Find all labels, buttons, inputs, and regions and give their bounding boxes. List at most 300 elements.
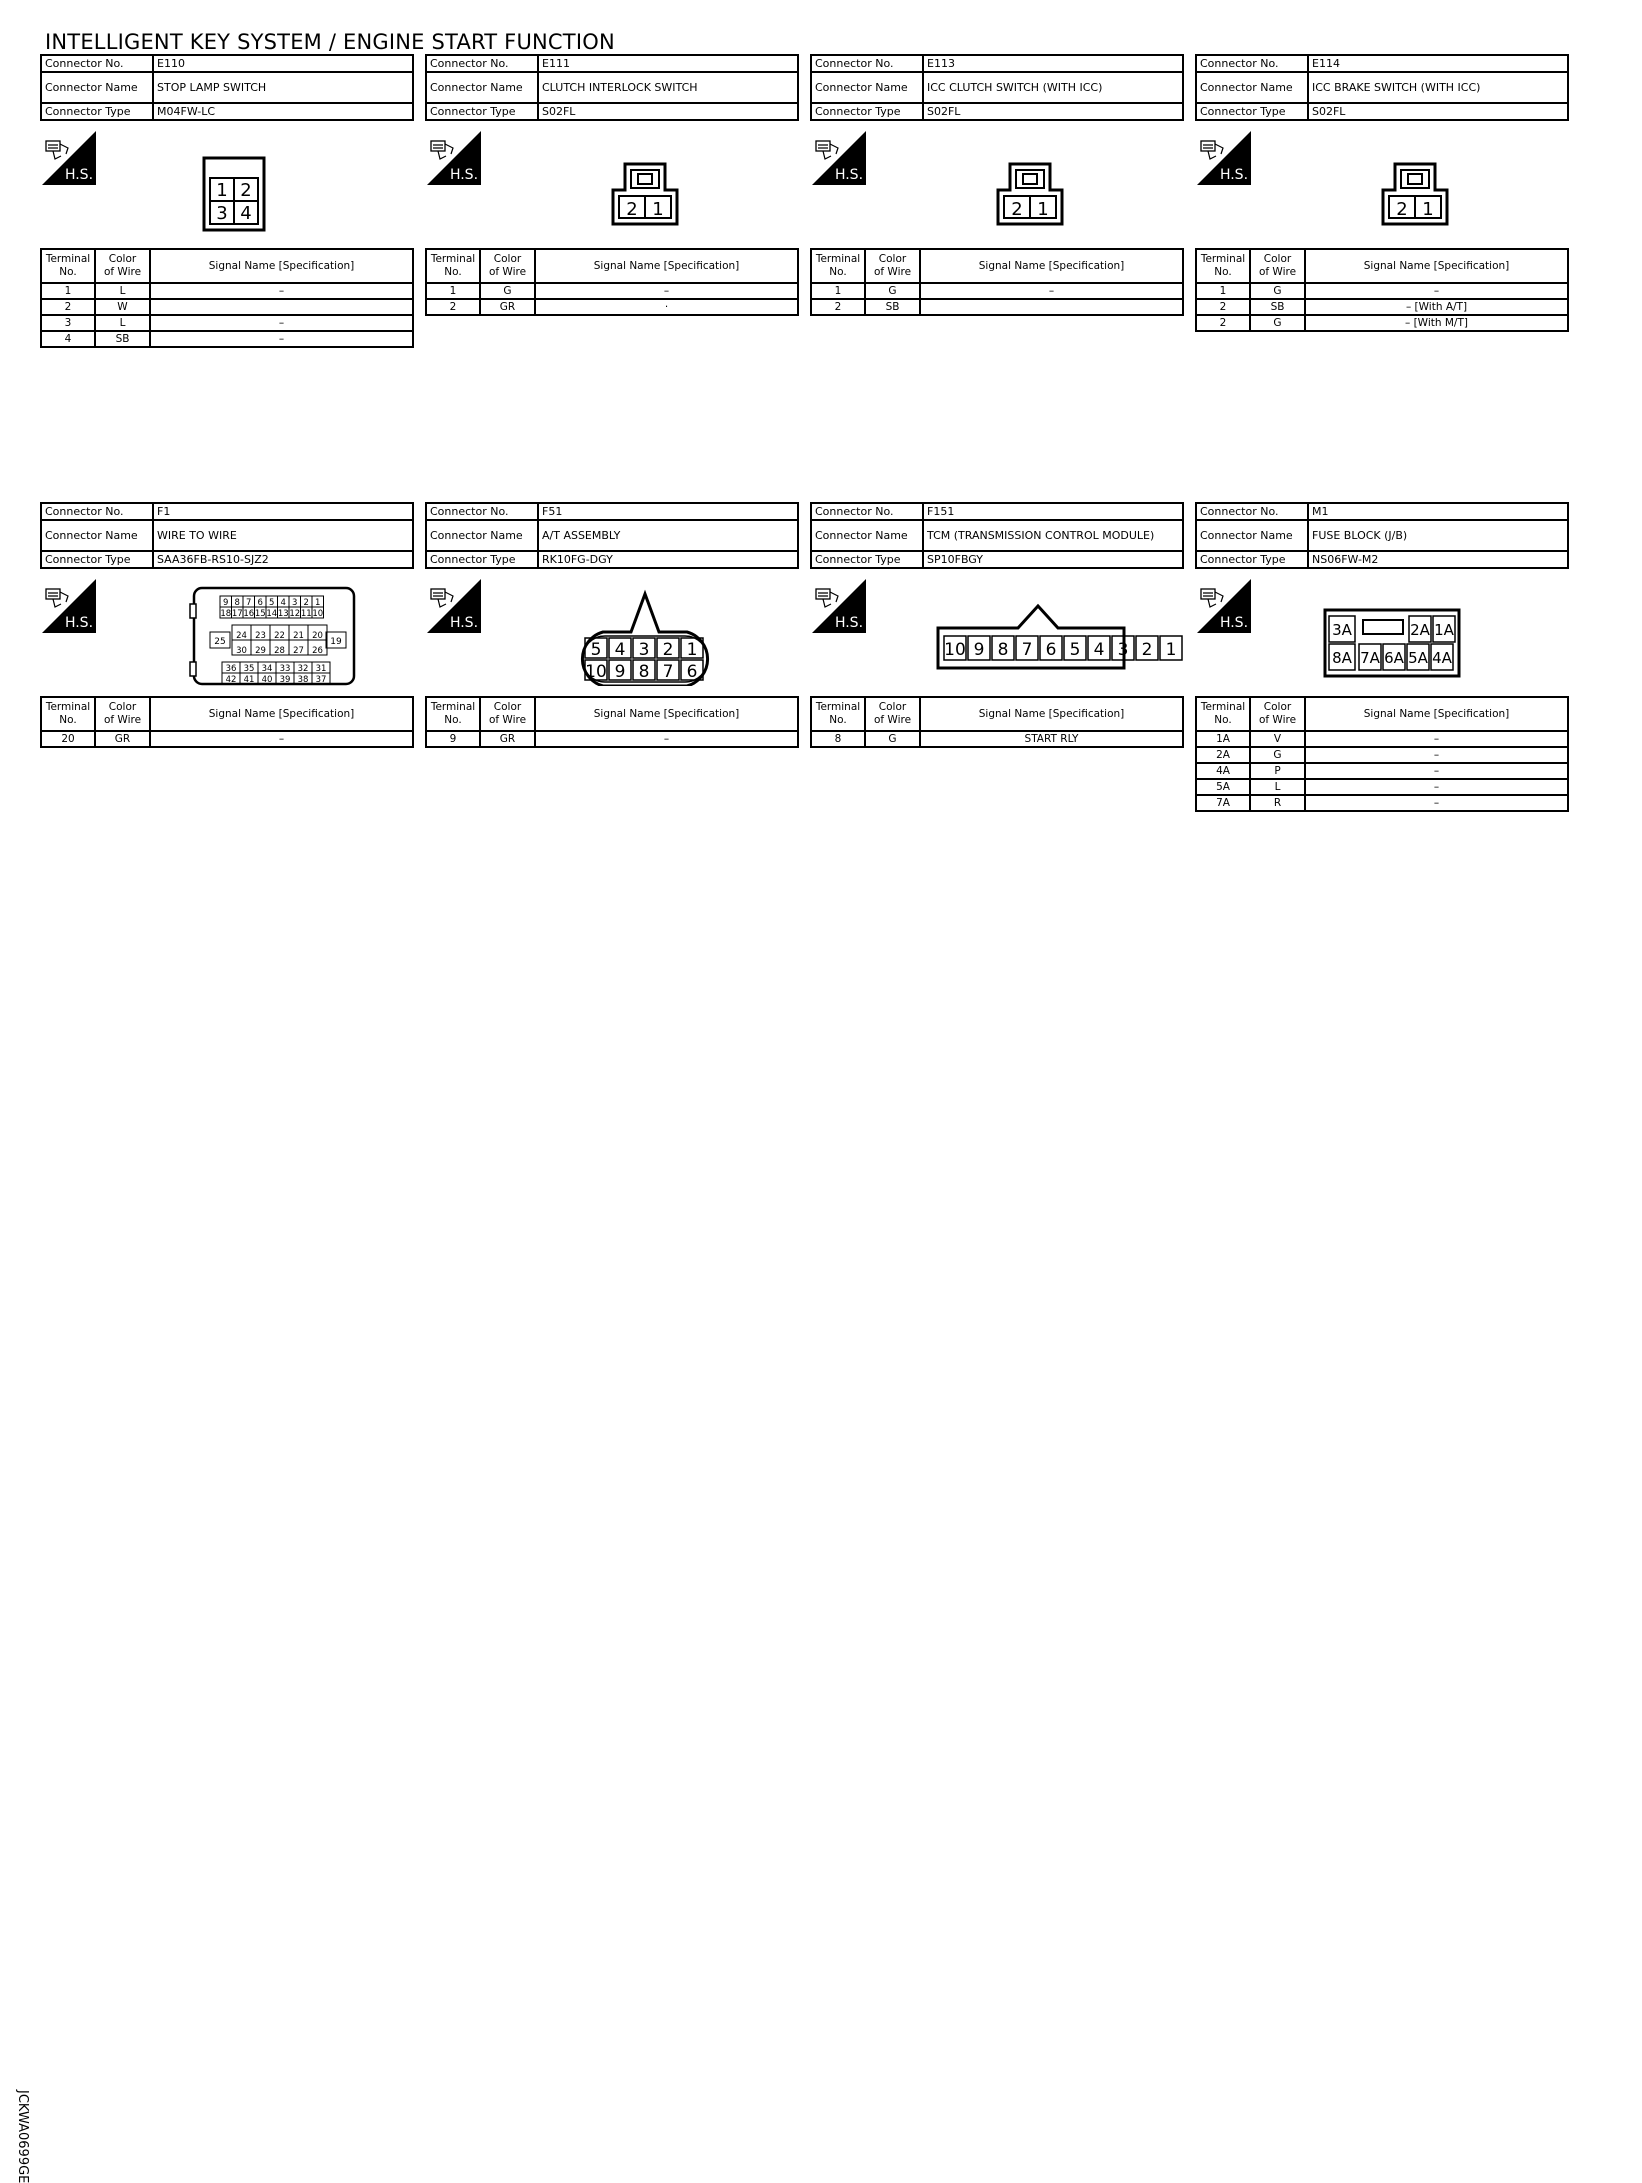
- table-row: [41, 331, 413, 347]
- connector-name-label: Connector Name: [41, 72, 153, 103]
- wire-color: SB: [1250, 299, 1305, 315]
- connector-panel-m1: [1195, 502, 1569, 809]
- connector-type-label: Connector Type: [426, 551, 538, 568]
- connector-name-value: WIRE TO WIRE: [153, 520, 413, 551]
- connector-no-label: Connector No.: [811, 503, 923, 520]
- table-row: [1196, 763, 1568, 779]
- pin-label: 1: [652, 199, 664, 220]
- pin-label: 5: [269, 598, 275, 608]
- pin-label: 4: [240, 203, 252, 224]
- table-row: [41, 315, 413, 331]
- connector-type-label: Connector Type: [811, 103, 923, 120]
- wire-color: G: [865, 283, 920, 299]
- terminal-no: 2A: [1196, 747, 1250, 763]
- pin-label: 4A: [1432, 649, 1452, 667]
- terminal-header-line1: Terminal: [430, 701, 476, 713]
- pin-label: 6: [257, 598, 263, 608]
- pin-label: 17: [231, 609, 243, 619]
- signal-header: Signal Name [Specification]: [1305, 249, 1568, 283]
- connector-name-label: Connector Name: [811, 520, 923, 551]
- table-row: [426, 299, 798, 315]
- connector-face-diagram: [100, 128, 414, 238]
- terminal-header-line1: Terminal: [1200, 701, 1246, 713]
- connector-type-value: S02FL: [1308, 103, 1568, 120]
- connector-name-label: Connector Name: [811, 72, 923, 103]
- signal-name: –: [150, 315, 413, 331]
- pin-label: 34: [261, 664, 273, 674]
- pin-label: 8: [997, 640, 1009, 660]
- terminal-no: 5A: [1196, 779, 1250, 795]
- terminal-no: 2: [1196, 315, 1250, 331]
- terminal-header: [426, 697, 480, 731]
- signal-header: Signal Name [Specification]: [1305, 697, 1568, 731]
- signal-name: –: [535, 731, 798, 747]
- table-row: [1196, 299, 1568, 315]
- hs-harness-side-icon: [812, 131, 866, 185]
- connector-no-label: Connector No.: [426, 503, 538, 520]
- signal-name: –: [535, 283, 798, 299]
- pin-label: 2: [1011, 199, 1023, 220]
- terminal-header-line1: Terminal: [45, 701, 91, 713]
- pin-label: 8: [234, 598, 240, 608]
- table-row: [41, 299, 413, 315]
- connector-header: [810, 54, 1184, 121]
- signal-name: –: [1305, 763, 1568, 779]
- color-header: [1250, 249, 1305, 283]
- pin-label: 19: [330, 637, 342, 647]
- connector-panel-e111: [425, 54, 799, 313]
- connector-panel-e114: [1195, 54, 1569, 329]
- color-header: [95, 249, 150, 283]
- terminal-header-line2: No.: [444, 714, 462, 726]
- terminal-no: 2: [1196, 299, 1250, 315]
- pin-label: 10: [312, 609, 324, 619]
- signal-name: ·: [535, 299, 798, 315]
- pin-label: 6A: [1384, 649, 1404, 667]
- connector-no-label: Connector No.: [1196, 55, 1308, 72]
- color-header: [95, 697, 150, 731]
- connector-no-value: F151: [923, 503, 1183, 520]
- pin-label: 2: [626, 199, 638, 220]
- terminal-header-line2: No.: [829, 266, 847, 278]
- terminal-no: 4: [41, 331, 95, 347]
- terminal-table: [40, 696, 414, 748]
- connector-name-value: TCM (TRANSMISSION CONTROL MODULE): [923, 520, 1183, 551]
- pin-label: 32: [297, 664, 309, 674]
- connector-face-diagram: [870, 128, 1184, 238]
- color-header: [480, 697, 535, 731]
- table-row: [41, 731, 413, 747]
- terminal-header-line2: No.: [59, 714, 77, 726]
- color-header-line1: Color: [493, 253, 522, 265]
- connector-name-label: Connector Name: [1196, 520, 1308, 551]
- pin-label: 29: [255, 646, 266, 656]
- terminal-header-line1: Terminal: [815, 253, 861, 265]
- terminal-table: [810, 696, 1184, 748]
- connector-type-value: S02FL: [923, 103, 1183, 120]
- terminal-no: 7A: [1196, 795, 1250, 811]
- terminal-header: [41, 249, 95, 283]
- connector-panel-f1: [40, 502, 414, 745]
- terminal-header-line2: No.: [444, 266, 462, 278]
- color-header-line2: of Wire: [103, 266, 142, 278]
- wire-color: G: [1250, 315, 1305, 331]
- pin-label: 2: [662, 640, 674, 660]
- connector-no-value: E110: [153, 55, 413, 72]
- terminal-table: [1195, 696, 1569, 812]
- wire-color: V: [1250, 731, 1305, 747]
- signal-header: Signal Name [Specification]: [920, 249, 1183, 283]
- pin-label: 6: [686, 662, 698, 682]
- terminal-table: [810, 248, 1184, 316]
- connector-no-value: M1: [1308, 503, 1568, 520]
- connector-no-label: Connector No.: [811, 55, 923, 72]
- connector-panel-f51: [425, 502, 799, 745]
- signal-name: – [With A/T]: [1305, 299, 1568, 315]
- pin-label: 7: [1021, 640, 1033, 660]
- connector-type-label: Connector Type: [426, 103, 538, 120]
- pin-label: 1: [216, 180, 228, 201]
- table-row: [811, 299, 1183, 315]
- table-row: [1196, 779, 1568, 795]
- connector-name-label: Connector Name: [41, 520, 153, 551]
- wire-color: GR: [480, 299, 535, 315]
- pin-label: 37: [315, 675, 327, 685]
- hs-label: H.S.: [1219, 167, 1249, 183]
- connector-no-value: F51: [538, 503, 798, 520]
- hs-label: H.S.: [449, 615, 479, 631]
- connector-header: [425, 502, 799, 569]
- connector-header: [810, 502, 1184, 569]
- connector-type-label: Connector Type: [1196, 551, 1308, 568]
- pin-label: 35: [243, 664, 255, 674]
- terminal-no: 1: [426, 283, 480, 299]
- connector-name-value: FUSE BLOCK (J/B): [1308, 520, 1568, 551]
- terminal-no: 8: [811, 731, 865, 747]
- color-header-line2: of Wire: [488, 714, 527, 726]
- connector-header: [1195, 54, 1569, 121]
- hs-label: H.S.: [64, 615, 94, 631]
- pin-label: 5: [1069, 640, 1081, 660]
- pin-label: 28: [274, 646, 285, 656]
- hs-harness-side-icon: [1197, 579, 1251, 633]
- color-header: [480, 249, 535, 283]
- pin-label: 10: [585, 662, 607, 682]
- color-header-line1: Color: [108, 701, 137, 713]
- connector-face-diagram: [870, 576, 1184, 686]
- pin-label: 31: [315, 664, 327, 674]
- terminal-header-line1: Terminal: [45, 253, 91, 265]
- pin-label: 39: [279, 675, 291, 685]
- signal-name: –: [1305, 731, 1568, 747]
- pin-label: 26: [312, 646, 323, 656]
- pin-label: 15: [254, 609, 266, 619]
- terminal-table: [425, 248, 799, 316]
- wire-color: R: [1250, 795, 1305, 811]
- hs-label: H.S.: [449, 167, 479, 183]
- connector-type-label: Connector Type: [811, 551, 923, 568]
- pin-label: 21: [293, 631, 304, 641]
- pin-label: 3: [292, 598, 298, 608]
- connector-no-label: Connector No.: [1196, 503, 1308, 520]
- terminal-no: 9: [426, 731, 480, 747]
- connector-face-diagram: [1255, 576, 1569, 686]
- pin-label: 20: [312, 631, 323, 641]
- color-header-line2: of Wire: [873, 714, 912, 726]
- hs-label: H.S.: [64, 167, 94, 183]
- figure-code: JCKWA0699GE: [15, 2090, 30, 2183]
- terminal-header-line2: No.: [59, 266, 77, 278]
- wire-color: L: [1250, 779, 1305, 795]
- connector-name-value: ICC BRAKE SWITCH (WITH ICC): [1308, 72, 1568, 103]
- pin-label: 9: [973, 640, 985, 660]
- hs-label: H.S.: [834, 615, 864, 631]
- pin-label: 40: [261, 675, 273, 685]
- signal-name: –: [150, 731, 413, 747]
- signal-name: –: [1305, 747, 1568, 763]
- connector-face-diagram: [485, 128, 799, 238]
- color-header: [865, 249, 920, 283]
- terminal-header: [1196, 249, 1250, 283]
- connector-header: [40, 502, 414, 569]
- pin-label: 1: [1165, 640, 1177, 660]
- signal-header: Signal Name [Specification]: [150, 697, 413, 731]
- pin-label: 25: [214, 637, 226, 647]
- wire-color: G: [480, 283, 535, 299]
- pin-label: 22: [274, 631, 285, 641]
- pin-label: 27: [293, 646, 304, 656]
- pin-label: 41: [243, 675, 255, 685]
- connector-type-label: Connector Type: [1196, 103, 1308, 120]
- pin-label: 3: [216, 203, 228, 224]
- signal-header: Signal Name [Specification]: [150, 249, 413, 283]
- color-header-line2: of Wire: [1258, 266, 1297, 278]
- table-row: [426, 283, 798, 299]
- terminal-no: 2: [426, 299, 480, 315]
- terminal-no: 1: [41, 283, 95, 299]
- pin-label: 30: [236, 646, 247, 656]
- pin-label: 7A: [1360, 649, 1380, 667]
- connector-face-diagram: [485, 576, 799, 686]
- pin-label: 4: [280, 598, 286, 608]
- signal-name: –: [1305, 283, 1568, 299]
- hs-label: H.S.: [1219, 615, 1249, 631]
- signal-name: START RLY: [920, 731, 1183, 747]
- terminal-header-line2: No.: [829, 714, 847, 726]
- color-header-line1: Color: [878, 701, 907, 713]
- connector-type-value: NS06FW-M2: [1308, 551, 1568, 568]
- page-title: INTELLIGENT KEY SYSTEM / ENGINE START FUNCTION: [45, 30, 615, 54]
- terminal-header-line2: No.: [1214, 266, 1232, 278]
- wire-color: GR: [480, 731, 535, 747]
- pin-label: 23: [255, 631, 266, 641]
- signal-name: –: [150, 331, 413, 347]
- terminal-no: 1: [1196, 283, 1250, 299]
- color-header-line1: Color: [493, 701, 522, 713]
- pin-label: 7: [246, 598, 252, 608]
- pin-label: 38: [297, 675, 309, 685]
- terminal-no: 2: [41, 299, 95, 315]
- color-header: [865, 697, 920, 731]
- connector-header: [1195, 502, 1569, 569]
- pin-label: 9: [223, 598, 229, 608]
- connector-header: [425, 54, 799, 121]
- pin-label: 1A: [1434, 621, 1454, 639]
- connector-no-value: E114: [1308, 55, 1568, 72]
- connector-type-value: SAA36FB-RS10-SJZ2: [153, 551, 413, 568]
- terminal-no: 20: [41, 731, 95, 747]
- color-header: [1250, 697, 1305, 731]
- connector-type-label: Connector Type: [41, 103, 153, 120]
- pin-label: 2: [1141, 640, 1153, 660]
- connector-name-label: Connector Name: [426, 520, 538, 551]
- terminal-table: [425, 696, 799, 748]
- connector-panel-e113: [810, 54, 1184, 313]
- color-header-line2: of Wire: [873, 266, 912, 278]
- connector-no-value: F1: [153, 503, 413, 520]
- connector-name-value: A/T ASSEMBLY: [538, 520, 798, 551]
- pin-label: 3: [1117, 640, 1129, 660]
- hs-harness-side-icon: [42, 579, 96, 633]
- color-header-line1: Color: [1263, 701, 1292, 713]
- wire-color: GR: [95, 731, 150, 747]
- terminal-header: [426, 249, 480, 283]
- table-row: [811, 283, 1183, 299]
- pin-label: 12: [289, 609, 301, 619]
- pin-label: 2: [303, 598, 309, 608]
- connector-no-value: E111: [538, 55, 798, 72]
- signal-header: Signal Name [Specification]: [535, 697, 798, 731]
- signal-name: –: [1305, 795, 1568, 811]
- pin-label: 6: [1045, 640, 1057, 660]
- connector-type-value: M04FW-LC: [153, 103, 413, 120]
- connector-no-label: Connector No.: [426, 55, 538, 72]
- table-row: [811, 731, 1183, 747]
- pin-label: 4: [1093, 640, 1105, 660]
- connector-name-label: Connector Name: [1196, 72, 1308, 103]
- signal-name: – [With M/T]: [1305, 315, 1568, 331]
- color-header-line2: of Wire: [488, 266, 527, 278]
- table-row: [1196, 795, 1568, 811]
- signal-name: –: [150, 283, 413, 299]
- pin-label: 9: [614, 662, 626, 682]
- pin-label: 5: [590, 640, 602, 660]
- pin-label: 24: [236, 631, 247, 641]
- color-header-line1: Color: [878, 253, 907, 265]
- pin-label: 8: [638, 662, 650, 682]
- pin-label: 5A: [1408, 649, 1428, 667]
- connector-face-diagram: [1255, 128, 1569, 238]
- connector-header: [40, 54, 414, 121]
- terminal-no: 3: [41, 315, 95, 331]
- color-header-line1: Color: [1263, 253, 1292, 265]
- connector-panel-e110: [40, 54, 414, 345]
- pin-label: 4: [614, 640, 626, 660]
- pin-label: 14: [266, 609, 278, 619]
- wire-color: G: [865, 731, 920, 747]
- table-row: [41, 283, 413, 299]
- pin-label: 1: [315, 598, 321, 608]
- wire-color: SB: [95, 331, 150, 347]
- pin-label: 8A: [1332, 649, 1352, 667]
- table-row: [1196, 747, 1568, 763]
- terminal-no: 4A: [1196, 763, 1250, 779]
- wire-color: W: [95, 299, 150, 315]
- signal-header: Signal Name [Specification]: [535, 249, 798, 283]
- terminal-no: 1: [811, 283, 865, 299]
- pin-label: 18: [220, 609, 232, 619]
- connector-type-value: RK10FG-DGY: [538, 551, 798, 568]
- pin-label: 16: [243, 609, 255, 619]
- pin-label: 42: [225, 675, 237, 685]
- connector-no-label: Connector No.: [41, 55, 153, 72]
- wire-color: L: [95, 283, 150, 299]
- terminal-header: [811, 249, 865, 283]
- pin-label: 10: [944, 640, 966, 660]
- pin-label: 33: [279, 664, 291, 674]
- signal-name: [150, 299, 413, 315]
- connector-no-value: E113: [923, 55, 1183, 72]
- terminal-no: 2: [811, 299, 865, 315]
- wire-color: L: [95, 315, 150, 331]
- pin-label: 2A: [1410, 621, 1430, 639]
- connector-no-label: Connector No.: [41, 503, 153, 520]
- signal-name: –: [1305, 779, 1568, 795]
- connector-name-label: Connector Name: [426, 72, 538, 103]
- color-header-line1: Color: [108, 253, 137, 265]
- connector-type-label: Connector Type: [41, 551, 153, 568]
- terminal-header-line1: Terminal: [1200, 253, 1246, 265]
- signal-name: [920, 299, 1183, 315]
- hs-harness-side-icon: [812, 579, 866, 633]
- terminal-header: [811, 697, 865, 731]
- table-row: [426, 731, 798, 747]
- pin-label: 36: [225, 664, 237, 674]
- connector-name-value: STOP LAMP SWITCH: [153, 72, 413, 103]
- color-header-line2: of Wire: [1258, 714, 1297, 726]
- wire-color: P: [1250, 763, 1305, 779]
- hs-harness-side-icon: [427, 131, 481, 185]
- connector-name-value: ICC CLUTCH SWITCH (WITH ICC): [923, 72, 1183, 103]
- terminal-table: [1195, 248, 1569, 332]
- terminal-no: 1A: [1196, 731, 1250, 747]
- pin-label: 3A: [1332, 621, 1352, 639]
- pin-label: 13: [277, 609, 289, 619]
- hs-harness-side-icon: [42, 131, 96, 185]
- color-header-line2: of Wire: [103, 714, 142, 726]
- wire-color: SB: [865, 299, 920, 315]
- terminal-header-line2: No.: [1214, 714, 1232, 726]
- terminal-header: [1196, 697, 1250, 731]
- pin-label: 11: [300, 609, 312, 619]
- pin-label: 1: [1422, 199, 1434, 220]
- signal-header: Signal Name [Specification]: [920, 697, 1183, 731]
- pin-label: 3: [638, 640, 650, 660]
- pin-label: 1: [686, 640, 698, 660]
- signal-name: –: [920, 283, 1183, 299]
- connector-type-value: S02FL: [538, 103, 798, 120]
- hs-harness-side-icon: [1197, 131, 1251, 185]
- terminal-header-line1: Terminal: [815, 701, 861, 713]
- connector-panel-f151: [810, 502, 1184, 745]
- table-row: [1196, 731, 1568, 747]
- pin-label: 2: [240, 180, 252, 201]
- pin-label: 2: [1396, 199, 1408, 220]
- hs-harness-side-icon: [427, 579, 481, 633]
- terminal-table: [40, 248, 414, 348]
- table-row: [1196, 315, 1568, 331]
- table-row: [1196, 283, 1568, 299]
